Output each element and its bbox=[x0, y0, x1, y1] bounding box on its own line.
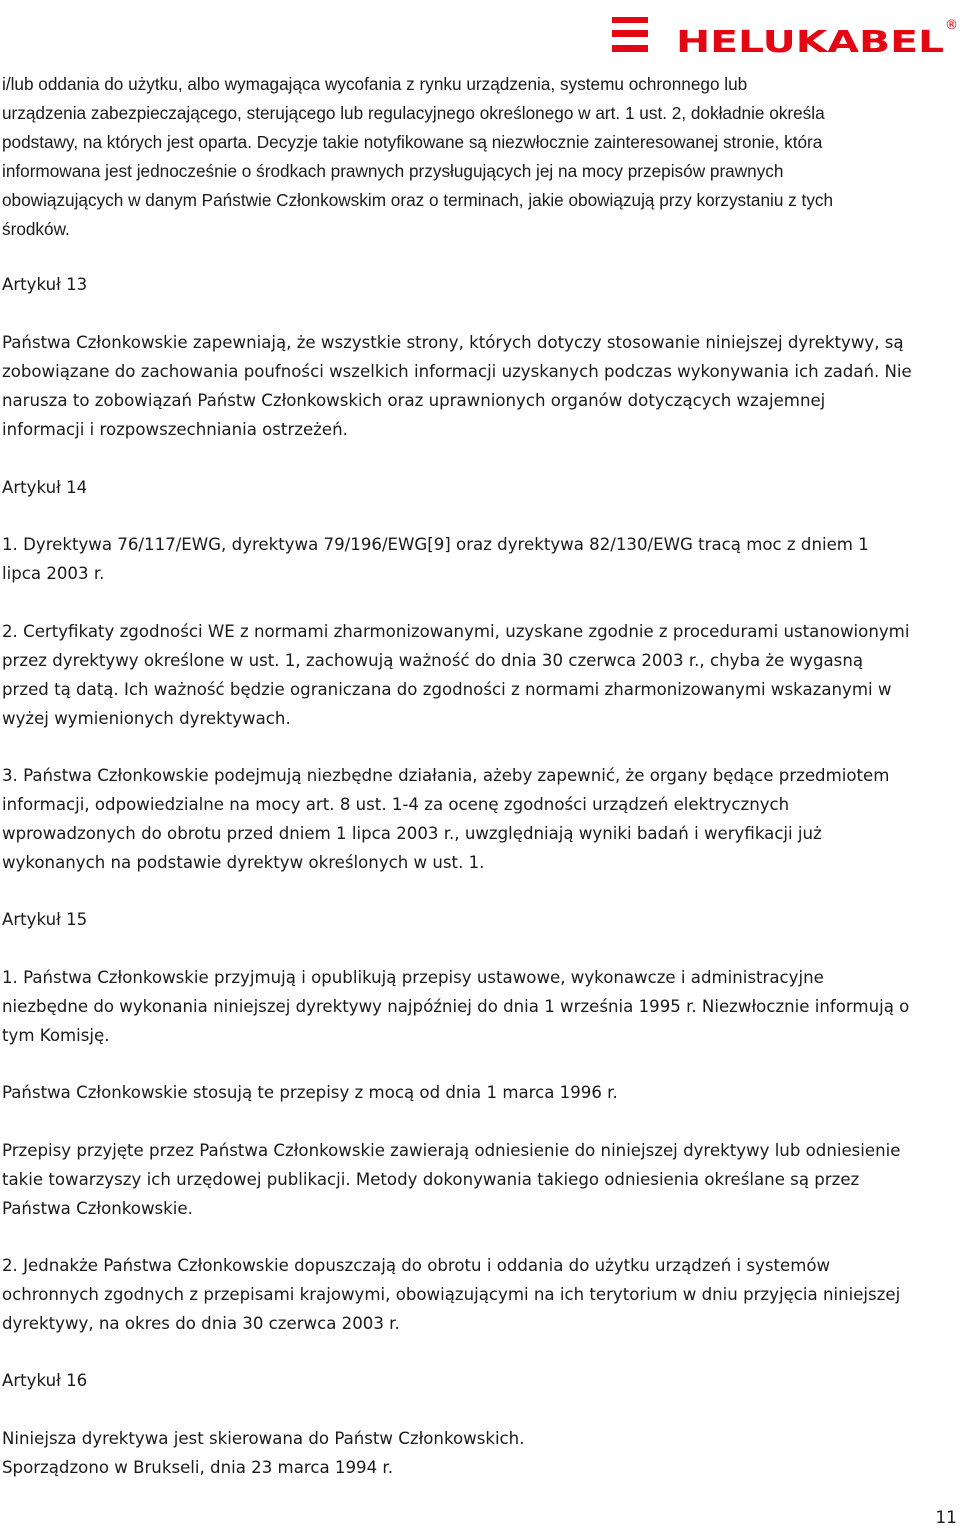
text-line: informowana jest jednocześnie o środkach prawnych przysługujących jej na mocy przepisów prawnych bbox=[2, 160, 784, 181]
text-line: Przepisy przyjęte przez Państwa Członkowskie zawierają odniesienie do niniejszej dyrektywy lub odniesienie bbox=[2, 1141, 901, 1160]
text-line: urządzenia zabezpieczającego, sterującego lub regulacyjnego określonego w art. 1 ust. 2, dokładnie określa bbox=[2, 102, 825, 123]
paragraph-art15-apply bbox=[2, 1079, 958, 1108]
text-line: narusza to zobowiązań Państw Członkowskich oraz uprawnionych organów dotyczących wzajemnej bbox=[2, 390, 826, 410]
text-line: wyżej wymienionych dyrektywach. bbox=[2, 708, 291, 728]
paragraph-art14-1 bbox=[2, 531, 958, 589]
text-line: tym Komisję. bbox=[2, 1025, 110, 1045]
heading-text: Artykuł 16 bbox=[2, 1371, 88, 1390]
text-line: przez dyrektywy określone w ust. 1, zachowują ważność do dnia 30 czerwca 2003 r., chyba że wygasną bbox=[2, 650, 864, 670]
text-line: obowiązujących w danym Państwie Członkowskim oraz o terminach, jakie obowiązują przy korzystaniu z tych bbox=[2, 189, 834, 210]
paragraph-art15-reference bbox=[2, 1137, 958, 1224]
text-line: informacji, odpowiedzialne na mocy art. 8 ust. 1-4 za ocenę zgodności urządzeń elektrycznych bbox=[2, 794, 790, 814]
page-number: 11 bbox=[935, 1508, 957, 1528]
text-line: Państwa Członkowskie stosują te przepisy z mocą od dnia 1 marca 1996 r. bbox=[2, 1083, 618, 1102]
paragraph-art14-2 bbox=[2, 618, 958, 734]
text-line: przed tą datą. Ich ważność będzie ograniczana do zgodności z normami zharmonizowanymi wskazanymi w bbox=[2, 679, 892, 699]
text-line: dyrektywy, na okres do dnia 30 czerwca 2003 r. bbox=[2, 1313, 400, 1333]
paragraph-art14-3 bbox=[2, 762, 958, 878]
text-line: zobowiązane do zachowania poufności wszelkich informacji uzyskanych podczas wykonywania ich zadań. Nie bbox=[2, 361, 912, 381]
text-line: 1. Państwa Członkowskie przyjmują i opublikują przepisy ustawowe, wykonawcze i administracyjne bbox=[2, 968, 824, 987]
heading-text: Artykuł 13 bbox=[2, 275, 88, 294]
helukabel-logo-graphic bbox=[612, 14, 957, 54]
text-line: 1. Dyrektywa 76/117/EWG, dyrektywa 79/196/EWG[9] oraz dyrektywa 82/130/EWG tracą moc z dniem 1 bbox=[2, 535, 869, 554]
text-line: wykonanych na podstawie dyrektyw określonych w ust. 1. bbox=[2, 852, 485, 872]
paragraph-art13 bbox=[2, 329, 958, 445]
text-line: ochronnych zgodnych z przepisami krajowymi, obowiązującymi na ich terytorium w dniu przyjęcia niniejszej bbox=[2, 1284, 901, 1304]
helukabel-logo bbox=[612, 14, 957, 54]
text-line: Sporządzono w Brukseli, dnia 23 marca 1994 r. bbox=[2, 1457, 393, 1477]
article-heading-15 bbox=[2, 906, 958, 935]
text-line: środków. bbox=[2, 218, 70, 239]
text-line: Państwa Członkowskie. bbox=[2, 1198, 193, 1218]
paragraph-art15-1 bbox=[2, 964, 958, 1051]
text-line: lipca 2003 r. bbox=[2, 563, 105, 583]
paragraph-art16 bbox=[2, 1425, 958, 1483]
text-line: Niniejsza dyrektywa jest skierowana do Państw Członkowskich. bbox=[2, 1429, 525, 1448]
text-line: 2. Certyfikaty zgodności WE z normami zharmonizowanymi, uzyskane zgodnie z procedurami ustanowionymi bbox=[2, 622, 910, 641]
article-heading-13 bbox=[2, 271, 958, 300]
paragraph-art15-2 bbox=[2, 1252, 958, 1339]
text-line: wprowadzonych do obrotu przed dniem 1 lipca 2003 r., uwzględniają wyniki badań i weryfikacji już bbox=[2, 823, 822, 843]
text-line: podstawy, na których jest oparta. Decyzje takie notyfikowane są niezwłocznie zainteresowanej stronie, która bbox=[2, 131, 823, 152]
text-line: i/lub oddania do użytku, albo wymagająca wycofania z rynku urządzenia, systemu ochronnego lub bbox=[2, 74, 748, 94]
article-heading-14 bbox=[2, 474, 958, 503]
heading-text: Artykuł 14 bbox=[2, 478, 88, 497]
text-line: takie towarzyszy ich urzędowej publikacji. Metody dokonywania takiego odniesienia określane są przez bbox=[2, 1169, 860, 1189]
registered-mark: ® bbox=[945, 18, 957, 33]
text-line: 2. Jednakże Państwa Członkowskie dopuszczają do obrotu i oddania do użytku urządzeń i systemów bbox=[2, 1256, 831, 1275]
text-line: Państwa Członkowskie zapewniają, że wszystkie strony, których dotyczy stosowanie niniejszej dyrektywy, są bbox=[2, 333, 904, 352]
text-line: 3. Państwa Członkowskie podejmują niezbędne działania, ażeby zapewnić, że organy będące przedmiotem bbox=[2, 766, 890, 785]
article-heading-16 bbox=[2, 1367, 958, 1396]
text-line: niezbędne do wykonania niniejszej dyrektywy najpóźniej do dnia 1 września 1995 r. Niezwłocznie informują o bbox=[2, 996, 910, 1016]
logo-text: HELUKABEL bbox=[676, 25, 944, 54]
heading-text: Artykuł 15 bbox=[2, 910, 88, 929]
paragraph-intro bbox=[2, 70, 958, 243]
text-line: informacji i rozpowszechniania ostrzeżeń. bbox=[2, 419, 348, 439]
